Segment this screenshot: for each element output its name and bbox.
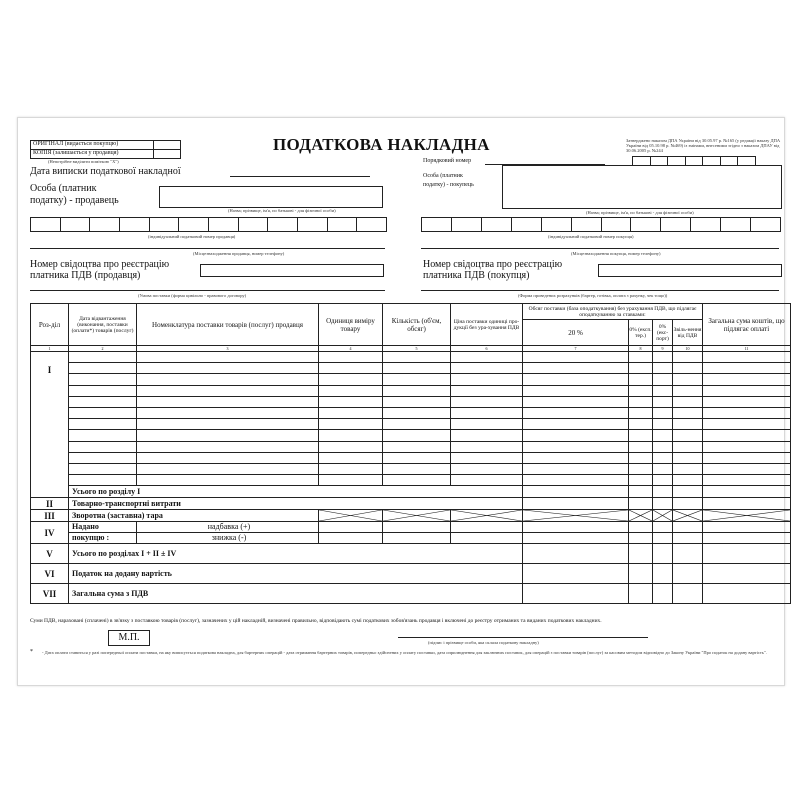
- seller-label-1: Особа (платник: [30, 183, 97, 194]
- table-row[interactable]: [31, 407, 791, 418]
- column-number: 2: [69, 346, 137, 352]
- column-number: 10: [673, 346, 703, 352]
- section-4-given-label: Надано: [69, 522, 137, 533]
- section-3-label: Зворотна (заставна) тара: [69, 510, 319, 522]
- buyer-tax-number-cells[interactable]: [421, 217, 781, 232]
- buyer-cert-label-1: Номер свідоцтва про реєстрацію: [423, 259, 563, 270]
- column-number: 6: [451, 346, 523, 352]
- markup-label: надбавка (+): [137, 522, 319, 533]
- seller-cert-field[interactable]: [200, 264, 384, 277]
- seller-cert-label-1: Номер свідоцтва про реєстрацію: [30, 259, 170, 270]
- signature-field[interactable]: [398, 637, 648, 638]
- contract-field[interactable]: [30, 290, 385, 291]
- signature-hint: (підпис і прізвище особи, яка склала податкову накладну): [428, 640, 539, 645]
- table-row[interactable]: [31, 475, 791, 486]
- section-4-discount-row: [31, 533, 791, 544]
- column-number: 8: [629, 346, 653, 352]
- seller-location-field[interactable]: [30, 248, 385, 249]
- col-quantity: Кількість (об'єм, обсяг): [383, 304, 451, 346]
- crossed-cell: [703, 510, 791, 522]
- crossed-cell: [629, 510, 653, 522]
- table-row[interactable]: [31, 385, 791, 396]
- seller-tax-hint: (індивідуальний податковий номер продавця): [148, 234, 236, 239]
- order-number-label: Порядковий номер: [423, 158, 472, 164]
- copy-note: (Непотрібне виділити поміткою "Х"): [48, 159, 119, 164]
- date-label: Дата виписки податкової накладної: [30, 166, 181, 177]
- table-row[interactable]: [31, 430, 791, 441]
- col-rate-0-export-territory: 0% (експ. тер.): [629, 320, 653, 346]
- copy-checkbox[interactable]: [153, 149, 181, 159]
- section-7-row: [31, 584, 791, 604]
- crossed-cell: [673, 510, 703, 522]
- col-section: Роз-діл: [31, 304, 69, 346]
- buyer-location-hint: (Місцезнаходження покупця, номер телефону): [571, 251, 661, 256]
- seller-cert-label-2: платника ПДВ (продавця): [30, 270, 141, 281]
- seller-name-field[interactable]: [159, 186, 383, 208]
- section-1-total-row: [31, 486, 791, 498]
- seller-name-hint: (Назва; прізвище, ім'я, по батькові - для фізичної особи): [228, 208, 336, 213]
- section-1-label: І: [31, 352, 69, 498]
- footnote-text: - Дата оплати ставиться у разі попередньої оплати поставки, на яку виписується податкова накладна, для бартерних операцій - дата отримання бартерних товарів, попередньо здійснених у оплату поставки, дата оприлюднення для заключних поставок, для операцій з поставки товарів (послуг) за касовим методом відповідно до Закону України "Про податок на додану вартість".: [42, 650, 767, 655]
- vat-statement: Суми ПДВ, нараховані (сплачені) в зв'язку з поставкою товарів (послуг), зазначених у цій накладній, визначені правильно, відповідають сумі податкових зобов'язань продавця і включені до реєстру отриманих та виданих податкових накладних.: [30, 618, 602, 624]
- approval-note: Затверджено наказом ДПА України від 30.05.97 р. №165 (у редакції наказу ДПА України від 05.10.98 р. №469) із змінами, внесеними згідно з наказом ДПАУ від 30.06.2005 р. №244: [626, 138, 781, 153]
- document-title: ПОДАТКОВА НАКЛАДНА: [273, 135, 490, 154]
- col-shipping-date: Дата відвантаження (виконання, поставки (оплати*) товарів (послуг): [69, 304, 137, 346]
- buyer-label-1: Особа (платник: [423, 173, 463, 179]
- col-taxable-volume: Обсяг поставки (база оподаткування) без урахування ПДВ, що підлягає оподаткуванню за ставками:: [523, 304, 703, 320]
- column-number: 3: [137, 346, 319, 352]
- seller-location-hint: (Місцезнаходження продавця, номер телефону): [193, 251, 285, 256]
- footnote-mark: *: [30, 649, 33, 655]
- date-field[interactable]: [230, 176, 370, 177]
- col-nomenclature: Номенклатура поставки товарів (послуг) продавця: [137, 304, 319, 346]
- column-number: 1: [31, 346, 69, 352]
- table-row[interactable]: [31, 363, 791, 374]
- table-row[interactable]: [31, 463, 791, 474]
- original-label: ОРИГІНАЛ (видається покупцю): [33, 141, 119, 147]
- payment-form-hint: (Форма проведених розрахунків (бартер, готівка, оплата з рахунку, чек тощо)): [518, 293, 668, 298]
- goods-table: [30, 303, 791, 604]
- crossed-cell: [451, 510, 523, 522]
- payment-form-field[interactable]: [421, 290, 779, 291]
- section-7-number: VІІ: [31, 584, 69, 604]
- section-3-row: [31, 510, 791, 522]
- table-row[interactable]: [31, 441, 791, 452]
- column-number: 4: [319, 346, 383, 352]
- section-2-label: Товарно-транспортні витрати: [69, 498, 523, 510]
- buyer-tax-hint: (індивідуальний податковий номер покупця): [548, 234, 634, 239]
- buyer-name-hint: (Назва; прізвище, ім'я, по батькові - для фізичної особи): [586, 210, 694, 215]
- section-2-row: [31, 498, 791, 510]
- section-6-label: Податок на додану вартість: [69, 564, 523, 584]
- section-1-total-label: Усього по розділу І: [69, 486, 523, 498]
- column-number: 9: [653, 346, 673, 352]
- table-row[interactable]: [31, 352, 791, 363]
- section-4-number: ІV: [31, 522, 69, 544]
- table-row[interactable]: [31, 396, 791, 407]
- column-number: 7: [523, 346, 629, 352]
- section-2-number: ІІ: [31, 498, 69, 510]
- crossed-cell: [653, 510, 673, 522]
- buyer-name-field[interactable]: [502, 165, 782, 209]
- section-3-number: ІІІ: [31, 510, 69, 522]
- crossed-cell: [383, 510, 451, 522]
- col-total-payment: Загальна сума коштів, що підлягає оплаті: [703, 304, 791, 346]
- crossed-cell: [319, 510, 383, 522]
- column-number: 11: [703, 346, 791, 352]
- section-4-markup-row: [31, 522, 791, 533]
- stamp-box: М.П.: [108, 630, 150, 646]
- table-row[interactable]: [31, 374, 791, 385]
- contract-hint: (Умова поставки (форма цивільно - правового договору): [138, 293, 247, 298]
- section-4-buyer-label: покупцю :: [69, 533, 137, 544]
- column-number: 5: [383, 346, 451, 352]
- col-rate-20: 20 %: [523, 320, 629, 346]
- section-7-label: Загальна сума з ПДВ: [69, 584, 523, 604]
- section-6-number: VІ: [31, 564, 69, 584]
- copy-box: [30, 149, 154, 159]
- table-row[interactable]: [31, 419, 791, 430]
- copy-label: КОПІЯ (залишається у продавця): [33, 150, 119, 156]
- section-5-row: [31, 544, 791, 564]
- buyer-cert-label-2: платника ПДВ (покупця): [423, 270, 530, 281]
- col-rate-0-export: 0% (екс-порт): [653, 320, 673, 346]
- buyer-cert-field[interactable]: [598, 264, 782, 277]
- buyer-label-2: податку) - покупець: [423, 182, 474, 188]
- col-unit: Одиниця виміру товару: [319, 304, 383, 346]
- seller-tax-number-cells[interactable]: [30, 217, 387, 232]
- table-row[interactable]: [31, 452, 791, 463]
- col-unit-price: Ціна поставки одиниці про-дукції без ура-хування ПДВ: [451, 304, 523, 346]
- section-6-row: [31, 564, 791, 584]
- crossed-cell: [523, 510, 629, 522]
- section-5-label: Усього по розділах І + ІІ ± ІV: [69, 544, 523, 564]
- col-vat-exempt: Звіль-нення від ПДВ: [673, 320, 703, 346]
- section-5-number: V: [31, 544, 69, 564]
- seller-label-2: податку) - продавець: [30, 195, 119, 206]
- discount-label: знижка (-): [137, 533, 319, 544]
- buyer-location-field[interactable]: [421, 248, 779, 249]
- tax-invoice-sheet: [17, 117, 785, 686]
